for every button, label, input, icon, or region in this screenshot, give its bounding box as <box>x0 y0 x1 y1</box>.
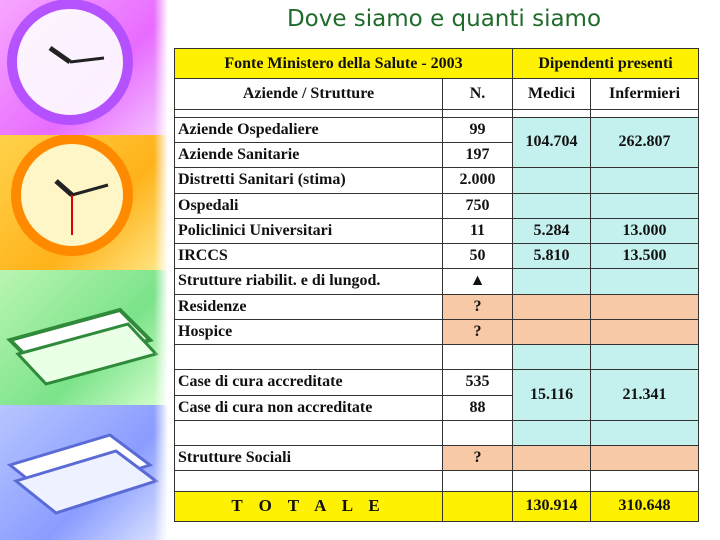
row-n: 99 <box>443 117 513 142</box>
clock-image-purple <box>0 0 168 135</box>
row-label: Strutture riabilit. e di lungod. <box>175 269 443 294</box>
header-source: Fonte Ministero della Salute - 2003 <box>175 49 513 79</box>
data-table <box>174 48 699 522</box>
row-n: ? <box>443 319 513 344</box>
row-label: Residenze <box>175 294 443 319</box>
group-case-doctors: 15.116 <box>513 370 591 421</box>
page-title: Dove siamo e quanti siamo <box>286 6 602 32</box>
row-doctors: 5.284 <box>513 218 591 243</box>
row-n: 88 <box>443 395 513 420</box>
row-nurses: 13.500 <box>591 244 699 269</box>
books-icon <box>0 270 168 405</box>
row-n: 750 <box>443 193 513 218</box>
header-nurses: Infermieri <box>591 79 699 109</box>
row-n: ? <box>443 294 513 319</box>
books-image-green <box>0 270 168 405</box>
group-aziende-doctors: 104.704 <box>513 117 591 168</box>
books-image-blue <box>0 405 168 540</box>
row-n: ? <box>443 446 513 471</box>
group-case-nurses: 21.341 <box>591 370 699 421</box>
row-nurses: 13.000 <box>591 218 699 243</box>
header-row-columns <box>175 79 699 109</box>
row-label: Policlinici Universitari <box>175 218 443 243</box>
table-row <box>175 294 699 319</box>
row-n: 197 <box>443 142 513 167</box>
total-label: T O T A L E <box>175 491 443 521</box>
strip-fade <box>154 0 168 540</box>
row-label: Case di cura non accreditate <box>175 395 443 420</box>
header-structures: Aziende / Strutture <box>175 79 443 109</box>
row-n-arrow: ▲ <box>443 269 513 294</box>
clock-image-orange <box>0 135 168 270</box>
table-row <box>175 117 699 142</box>
spacer-row <box>175 471 699 491</box>
row-doctors: 5.810 <box>513 244 591 269</box>
row-n: 535 <box>443 370 513 395</box>
row-label: Case di cura accreditate <box>175 370 443 395</box>
spacer-row <box>175 109 699 117</box>
header-doctors: Medici <box>513 79 591 109</box>
books-icon <box>0 405 168 540</box>
row-label: Aziende Sanitarie <box>175 142 443 167</box>
table-row <box>175 244 699 269</box>
table-row <box>175 319 699 344</box>
table-row <box>175 193 699 218</box>
row-n: 11 <box>443 218 513 243</box>
row-label: Ospedali <box>175 193 443 218</box>
header-dependents: Dipendenti presenti <box>513 49 699 79</box>
row-label: Aziende Ospedaliere <box>175 117 443 142</box>
row-n: 50 <box>443 244 513 269</box>
table-row <box>175 370 699 395</box>
header-row-source <box>175 49 699 79</box>
table-row <box>175 218 699 243</box>
row-label: Distretti Sanitari (stima) <box>175 168 443 193</box>
clock-icon <box>0 135 168 270</box>
table-row <box>175 168 699 193</box>
row-n: 2.000 <box>443 168 513 193</box>
clock-icon <box>0 0 168 135</box>
decorative-image-strip <box>0 0 168 540</box>
row-label: Strutture Sociali <box>175 446 443 471</box>
header-n: N. <box>443 79 513 109</box>
group-aziende-nurses: 262.807 <box>591 117 699 168</box>
table-row <box>175 446 699 471</box>
total-doctors: 130.914 <box>513 491 591 521</box>
total-nurses: 310.648 <box>591 491 699 521</box>
table-row <box>175 269 699 294</box>
spacer-row <box>175 345 699 370</box>
total-row <box>175 491 699 521</box>
row-label: IRCCS <box>175 244 443 269</box>
spacer-row <box>175 420 699 445</box>
row-label: Hospice <box>175 319 443 344</box>
